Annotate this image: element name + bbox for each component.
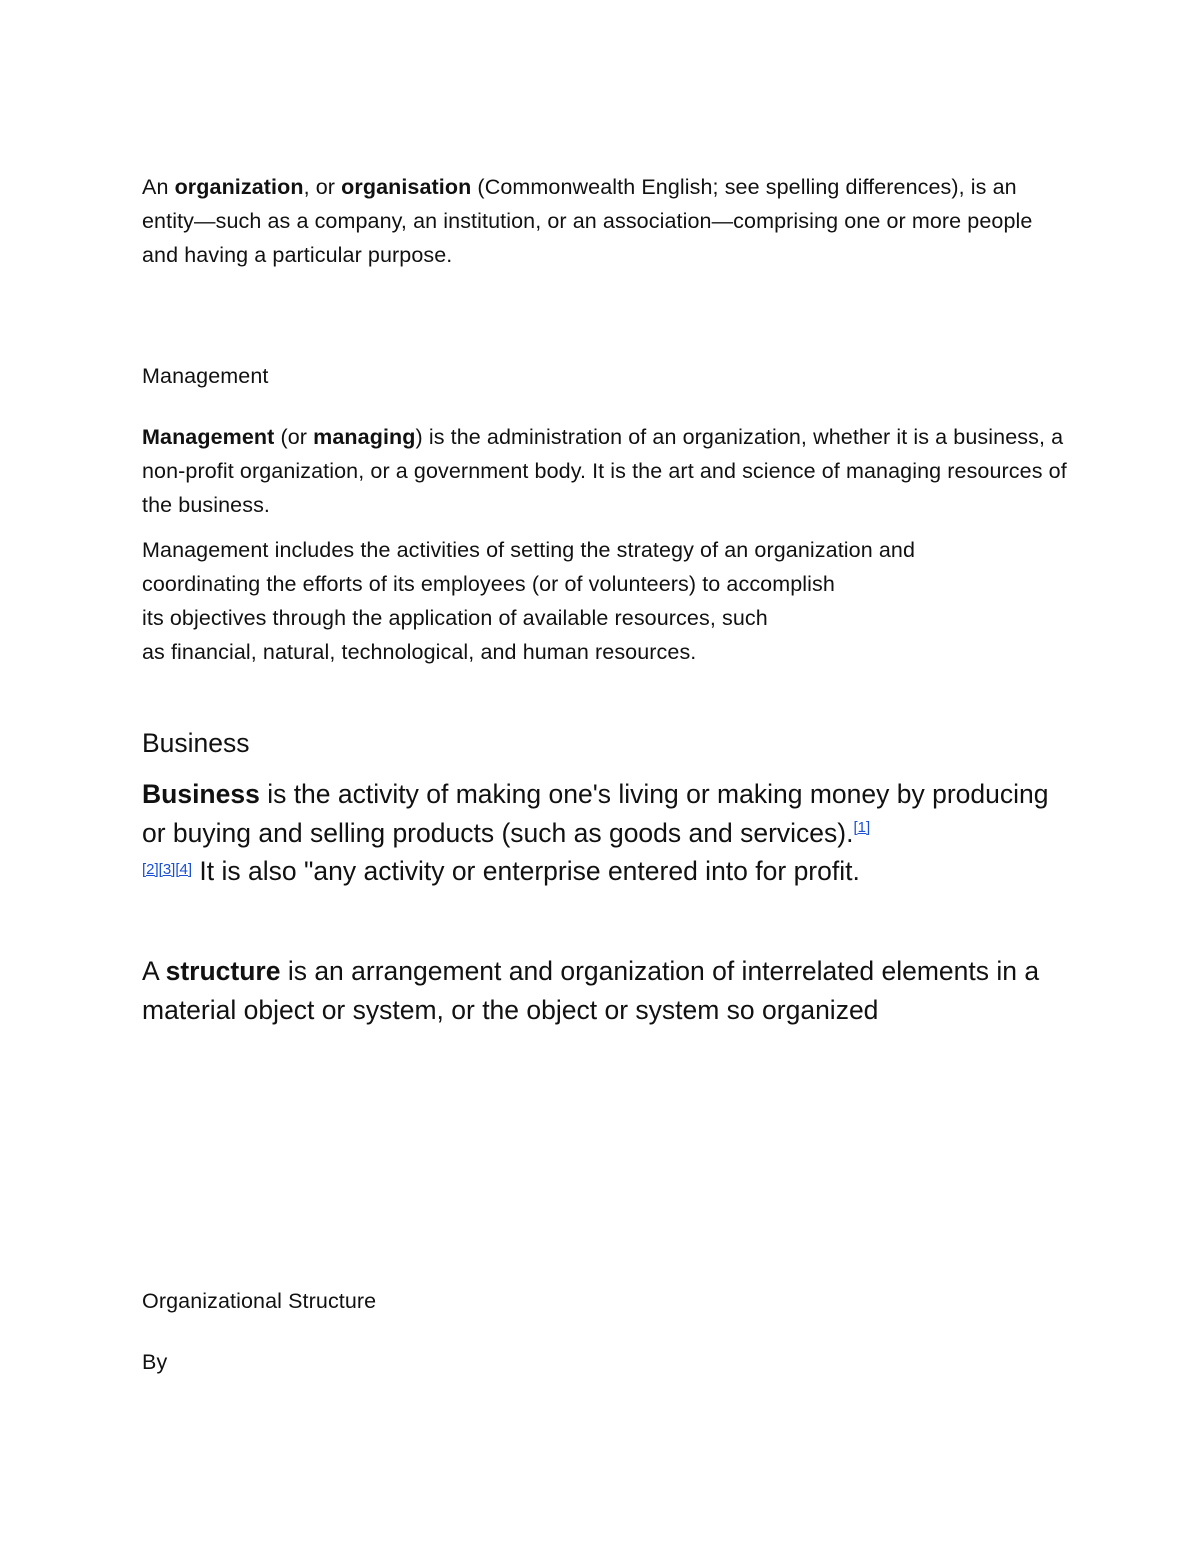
business-heading: Business [142,728,250,758]
citation-link-1[interactable]: [1] [853,818,871,836]
business-paragraph [142,775,1072,891]
structure-text-2: is an arrangement and organization of interrelated elements in a material object or system, or the object or system so organized [142,956,1040,1025]
intro-text-3: (Commonwealth English; see spelling differences), is an entity—such as a company, an institution, or an association—comprising one or more people and having a particular purpose. [142,175,1033,267]
management-text-2: ) is the administration of an organization, whether it is a business, a non-profit organization, or a government body. It is the art and science of managing resources of the business. [142,425,1067,517]
term-organization: organization [174,175,304,199]
intro-text-1: An [142,175,175,199]
management-p2-line-4: as financial, natural, technological, and human resources. [142,640,697,664]
management-text-1: (or [274,425,314,449]
term-organisation: organisation [341,175,472,199]
term-managing: managing [313,425,416,449]
management-p2-line-1: Management includes the activities of setting the strategy of an organization and [142,538,916,562]
business-text-2: It is also "any activity or enterprise entered into for profit. [192,856,860,886]
management-p2-line-3: its objectives through the application of available resources, such [142,606,768,630]
management-paragraph-2 [142,533,1072,669]
citation-links-2-3-4[interactable]: [2][3][4] [142,861,193,878]
business-text-1: is the activity of making one's living or making money by producing or buying and selling products (such as goods and services). [142,779,1049,848]
footer-by: By [142,1350,168,1374]
management-paragraph-1 [142,420,1072,522]
structure-text-1: A [142,956,166,986]
term-business: Business [142,779,260,809]
intro-paragraph [142,170,1072,272]
footer-title: Organizational Structure [142,1289,377,1313]
management-heading: Management [142,364,269,388]
management-p2-line-2: coordinating the efforts of its employees (or of volunteers) to accomplish [142,572,835,596]
term-structure: structure [165,956,281,986]
structure-paragraph [142,952,1082,1029]
intro-text-2: , or [303,175,342,199]
term-management: Management [142,425,275,449]
business-line-group [142,775,1072,891]
